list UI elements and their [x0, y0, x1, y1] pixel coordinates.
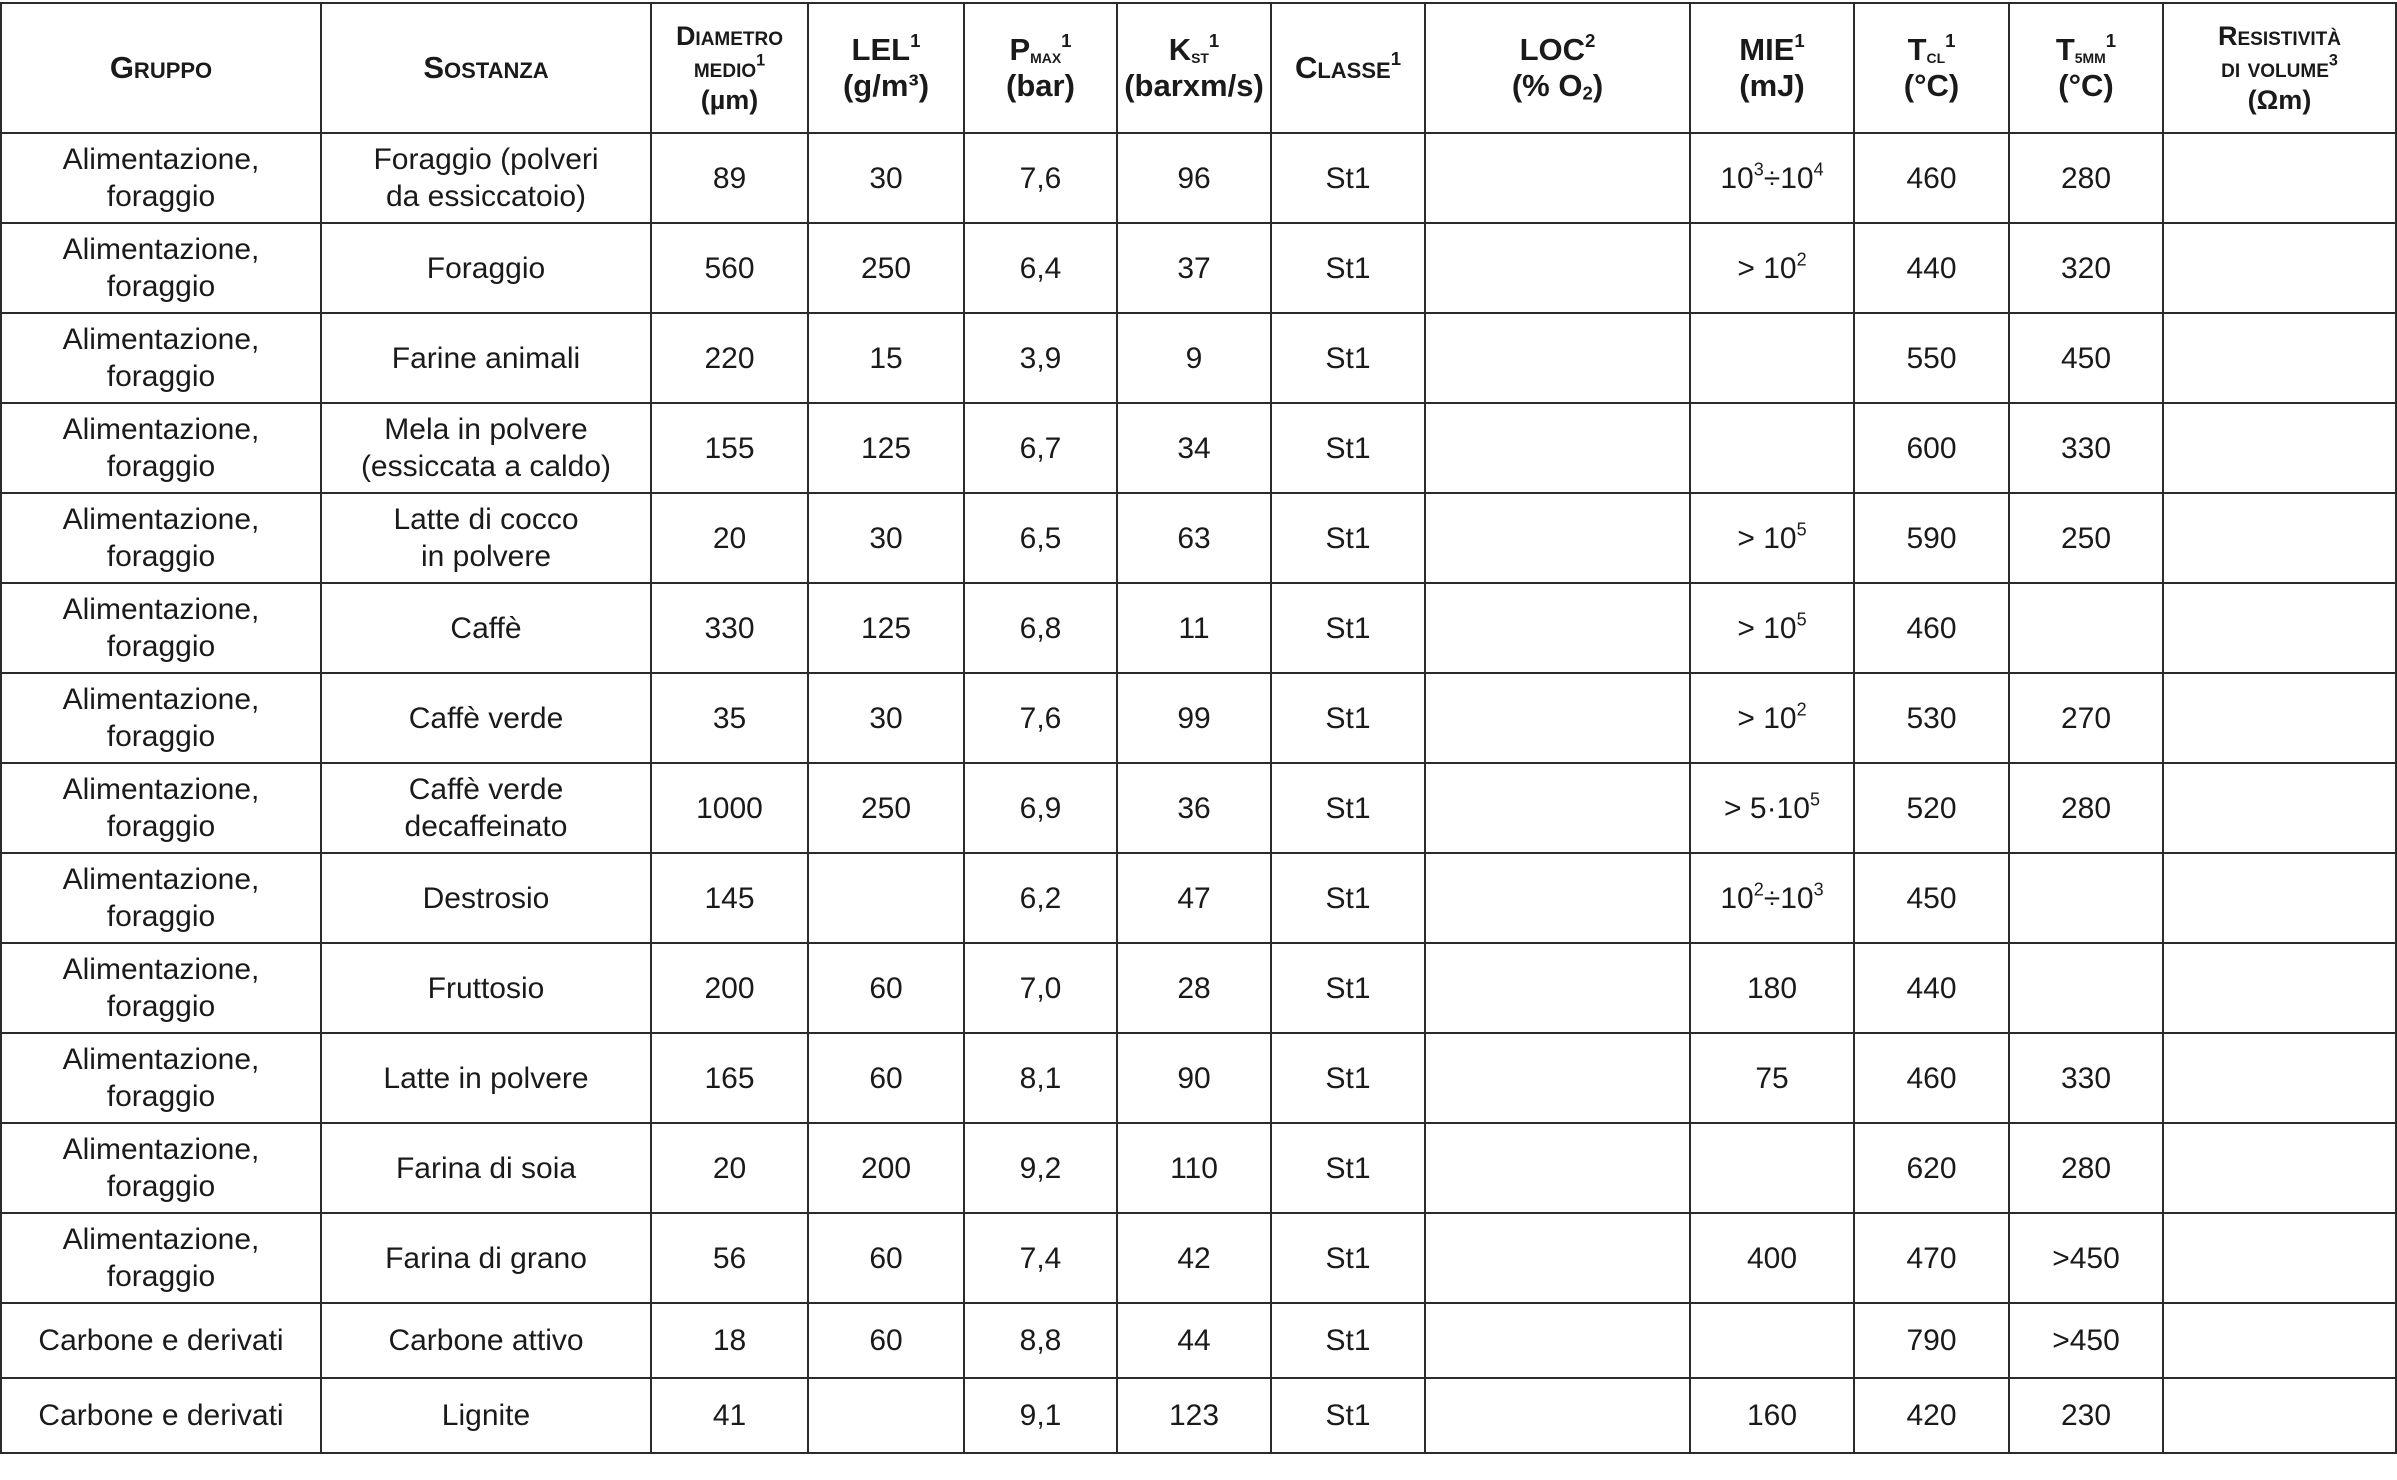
- table-row: [1, 313, 2396, 403]
- cell-tcl: 530: [1854, 673, 2009, 763]
- cell-resistivita: [2163, 1123, 2396, 1213]
- cell-lel: 250: [808, 763, 964, 853]
- cell-loc: [1425, 1378, 1690, 1453]
- cell-pmax: 3,9: [964, 313, 1117, 403]
- cell-sostanza: Carbone attivo: [321, 1303, 651, 1378]
- cell-tcl: 440: [1854, 223, 2009, 313]
- cell-resistivita: [2163, 763, 2396, 853]
- cell-tcl: 790: [1854, 1303, 2009, 1378]
- cell-tcl: 600: [1854, 403, 2009, 493]
- cell-loc: [1425, 853, 1690, 943]
- cell-resistivita: [2163, 493, 2396, 583]
- cell-mie: [1690, 1123, 1854, 1213]
- cell-loc: [1425, 313, 1690, 403]
- cell-pmax: 7,6: [964, 673, 1117, 763]
- cell-classe: St1: [1271, 133, 1425, 223]
- cell-loc: [1425, 583, 1690, 673]
- cell-lel: 30: [808, 493, 964, 583]
- cell-loc: [1425, 763, 1690, 853]
- cell-diametro: 220: [651, 313, 808, 403]
- cell-loc: [1425, 403, 1690, 493]
- cell-kst: 96: [1117, 133, 1271, 223]
- cell-resistivita: [2163, 133, 2396, 223]
- header-row: [1, 3, 2396, 133]
- cell-t5mm: 330: [2009, 403, 2163, 493]
- cell-loc: [1425, 673, 1690, 763]
- cell-pmax: 8,8: [964, 1303, 1117, 1378]
- cell-classe: St1: [1271, 223, 1425, 313]
- cell-tcl: 450: [1854, 853, 2009, 943]
- cell-lel: 60: [808, 1303, 964, 1378]
- cell-tcl: 470: [1854, 1213, 2009, 1303]
- cell-classe: St1: [1271, 763, 1425, 853]
- cell-loc: [1425, 133, 1690, 223]
- cell-loc: [1425, 1033, 1690, 1123]
- cell-diametro: 56: [651, 1213, 808, 1303]
- cell-lel: 125: [808, 583, 964, 673]
- cell-kst: 11: [1117, 583, 1271, 673]
- cell-kst: 42: [1117, 1213, 1271, 1303]
- table-row: [1, 403, 2396, 493]
- cell-diametro: 200: [651, 943, 808, 1033]
- table-row: [1, 493, 2396, 583]
- cell-kst: 123: [1117, 1378, 1271, 1453]
- cell-gruppo: Alimentazione, foraggio: [1, 1213, 321, 1303]
- cell-lel: 15: [808, 313, 964, 403]
- table-row: [1, 1033, 2396, 1123]
- cell-kst: 37: [1117, 223, 1271, 313]
- cell-kst: 28: [1117, 943, 1271, 1033]
- cell-mie: [1690, 403, 1854, 493]
- table-row: [1, 763, 2396, 853]
- cell-resistivita: [2163, 943, 2396, 1033]
- table-row: [1, 583, 2396, 673]
- table-body: [1, 133, 2396, 1453]
- cell-resistivita: [2163, 403, 2396, 493]
- cell-gruppo: Carbone e derivati: [1, 1378, 321, 1453]
- cell-resistivita: [2163, 673, 2396, 763]
- cell-mie: $10^2\div 10^3$: [1690, 853, 1854, 943]
- cell-kst: 99: [1117, 673, 1271, 763]
- cell-resistivita: [2163, 223, 2396, 313]
- cell-classe: St1: [1271, 583, 1425, 673]
- cell-pmax: 7,6: [964, 133, 1117, 223]
- cell-loc: [1425, 493, 1690, 583]
- cell-gruppo: Alimentazione, foraggio: [1, 313, 321, 403]
- cell-diametro: 330: [651, 583, 808, 673]
- cell-gruppo: Alimentazione, foraggio: [1, 133, 321, 223]
- cell-kst: 9: [1117, 313, 1271, 403]
- cell-gruppo: Alimentazione, foraggio: [1, 493, 321, 583]
- cell-sostanza: Lignite: [321, 1378, 651, 1453]
- table-row: [1, 133, 2396, 223]
- cell-diametro: 20: [651, 493, 808, 583]
- cell-t5mm: >450: [2009, 1213, 2163, 1303]
- cell-diametro: 89: [651, 133, 808, 223]
- cell-mie: [1690, 313, 1854, 403]
- cell-kst: 47: [1117, 853, 1271, 943]
- cell-sostanza: Foraggio: [321, 223, 651, 313]
- cell-tcl: 420: [1854, 1378, 2009, 1453]
- cell-sostanza: Farina di grano: [321, 1213, 651, 1303]
- cell-gruppo: Alimentazione, foraggio: [1, 943, 321, 1033]
- cell-loc: [1425, 1123, 1690, 1213]
- cell-lel: 250: [808, 223, 964, 313]
- header-gruppo: Gruppo: [1, 3, 321, 133]
- cell-tcl: 550: [1854, 313, 2009, 403]
- cell-mie: 400: [1690, 1213, 1854, 1303]
- cell-kst: 90: [1117, 1033, 1271, 1123]
- cell-lel: 60: [808, 943, 964, 1033]
- cell-gruppo: Alimentazione, foraggio: [1, 673, 321, 763]
- cell-pmax: 6,5: [964, 493, 1117, 583]
- cell-lel: 60: [808, 1213, 964, 1303]
- cell-gruppo: Alimentazione, foraggio: [1, 403, 321, 493]
- cell-diametro: 41: [651, 1378, 808, 1453]
- cell-mie: 75: [1690, 1033, 1854, 1123]
- cell-lel: 30: [808, 133, 964, 223]
- cell-t5mm: 320: [2009, 223, 2163, 313]
- cell-tcl: 590: [1854, 493, 2009, 583]
- cell-diametro: 1000: [651, 763, 808, 853]
- cell-diametro: 35: [651, 673, 808, 763]
- cell-tcl: 460: [1854, 583, 2009, 673]
- cell-resistivita: [2163, 1303, 2396, 1378]
- table-row: [1, 1213, 2396, 1303]
- cell-classe: St1: [1271, 853, 1425, 943]
- cell-mie: $10^3\div 10^4$: [1690, 133, 1854, 223]
- cell-sostanza: Caffè verde: [321, 673, 651, 763]
- cell-lel: 125: [808, 403, 964, 493]
- cell-sostanza: Destrosio: [321, 853, 651, 943]
- cell-tcl: 520: [1854, 763, 2009, 853]
- cell-resistivita: [2163, 583, 2396, 673]
- cell-pmax: 6,8: [964, 583, 1117, 673]
- cell-sostanza: Mela in polvere (essiccata a caldo): [321, 403, 651, 493]
- cell-pmax: 9,1: [964, 1378, 1117, 1453]
- header-pmax: $P_{MAX}^1$ (bar): [964, 3, 1117, 133]
- cell-t5mm: 280: [2009, 133, 2163, 223]
- cell-classe: St1: [1271, 1033, 1425, 1123]
- cell-diametro: 18: [651, 1303, 808, 1378]
- cell-t5mm: 280: [2009, 1123, 2163, 1213]
- cell-mie: > $10^5$: [1690, 583, 1854, 673]
- cell-t5mm: [2009, 583, 2163, 673]
- header-loc: LOC$^2$ (% $O_2$): [1425, 3, 1690, 133]
- table-row: [1, 1378, 2396, 1453]
- header-tcl: $T_{CL}^1$ (°C): [1854, 3, 2009, 133]
- cell-tcl: 460: [1854, 1033, 2009, 1123]
- cell-gruppo: Alimentazione, foraggio: [1, 1033, 321, 1123]
- cell-sostanza: Latte in polvere: [321, 1033, 651, 1123]
- cell-mie: > $10^2$: [1690, 673, 1854, 763]
- cell-pmax: 7,0: [964, 943, 1117, 1033]
- cell-gruppo: Alimentazione, foraggio: [1, 763, 321, 853]
- cell-diametro: 20: [651, 1123, 808, 1213]
- cell-mie: 160: [1690, 1378, 1854, 1453]
- header-classe: Classe$^1$: [1271, 3, 1425, 133]
- cell-t5mm: 230: [2009, 1378, 2163, 1453]
- cell-resistivita: [2163, 313, 2396, 403]
- cell-resistivita: [2163, 1033, 2396, 1123]
- cell-t5mm: >450: [2009, 1303, 2163, 1378]
- cell-loc: [1425, 1213, 1690, 1303]
- cell-classe: St1: [1271, 1213, 1425, 1303]
- cell-t5mm: [2009, 853, 2163, 943]
- header-diametro-medio: Diametro medio$^1$ (µm): [651, 3, 808, 133]
- cell-sostanza: Foraggio (polveri da essiccatoio): [321, 133, 651, 223]
- cell-gruppo: Alimentazione, foraggio: [1, 1123, 321, 1213]
- cell-gruppo: Alimentazione, foraggio: [1, 583, 321, 673]
- cell-t5mm: 270: [2009, 673, 2163, 763]
- cell-t5mm: 280: [2009, 763, 2163, 853]
- cell-tcl: 620: [1854, 1123, 2009, 1213]
- cell-classe: St1: [1271, 943, 1425, 1033]
- cell-kst: 44: [1117, 1303, 1271, 1378]
- header-kst: $K_{ST}^1$ (barxm/s): [1117, 3, 1271, 133]
- cell-t5mm: 450: [2009, 313, 2163, 403]
- cell-pmax: 6,2: [964, 853, 1117, 943]
- cell-diametro: 145: [651, 853, 808, 943]
- table-row: [1, 223, 2396, 313]
- cell-pmax: 9,2: [964, 1123, 1117, 1213]
- table-row: [1, 673, 2396, 763]
- cell-sostanza: Fruttosio: [321, 943, 651, 1033]
- header-mie: MIE$^1$ (mJ): [1690, 3, 1854, 133]
- cell-classe: St1: [1271, 1378, 1425, 1453]
- cell-pmax: 6,9: [964, 763, 1117, 853]
- header-sostanza: Sostanza: [321, 3, 651, 133]
- cell-gruppo: Alimentazione, foraggio: [1, 853, 321, 943]
- cell-classe: St1: [1271, 1123, 1425, 1213]
- cell-sostanza: Farina di soia: [321, 1123, 651, 1213]
- cell-lel: [808, 853, 964, 943]
- cell-loc: [1425, 1303, 1690, 1378]
- cell-kst: 34: [1117, 403, 1271, 493]
- cell-resistivita: [2163, 853, 2396, 943]
- cell-classe: St1: [1271, 403, 1425, 493]
- cell-t5mm: 250: [2009, 493, 2163, 583]
- cell-tcl: 440: [1854, 943, 2009, 1033]
- cell-lel: 30: [808, 673, 964, 763]
- cell-kst: 110: [1117, 1123, 1271, 1213]
- table-row: [1, 1123, 2396, 1213]
- cell-sostanza: Farine animali: [321, 313, 651, 403]
- cell-gruppo: Carbone e derivati: [1, 1303, 321, 1378]
- cell-diametro: 165: [651, 1033, 808, 1123]
- cell-t5mm: 330: [2009, 1033, 2163, 1123]
- cell-tcl: 460: [1854, 133, 2009, 223]
- cell-sostanza: Caffè verde decaffeinato: [321, 763, 651, 853]
- cell-classe: St1: [1271, 1303, 1425, 1378]
- cell-kst: 36: [1117, 763, 1271, 853]
- cell-lel: [808, 1378, 964, 1453]
- cell-lel: 200: [808, 1123, 964, 1213]
- cell-loc: [1425, 943, 1690, 1033]
- table-row: [1, 943, 2396, 1033]
- cell-resistivita: [2163, 1378, 2396, 1453]
- cell-pmax: 6,4: [964, 223, 1117, 313]
- cell-mie: > $5\cdot 10^5$: [1690, 763, 1854, 853]
- cell-kst: 63: [1117, 493, 1271, 583]
- cell-classe: St1: [1271, 313, 1425, 403]
- cell-diametro: 155: [651, 403, 808, 493]
- cell-sostanza: Latte di cocco in polvere: [321, 493, 651, 583]
- header-t5mm: $T_{5MM}^1$ (°C): [2009, 3, 2163, 133]
- cell-mie: 180: [1690, 943, 1854, 1033]
- table-row: [1, 1303, 2396, 1378]
- cell-classe: St1: [1271, 673, 1425, 763]
- cell-pmax: 7,4: [964, 1213, 1117, 1303]
- cell-mie: > $10^2$: [1690, 223, 1854, 313]
- header-lel: LEL$^1$ (g/m³): [808, 3, 964, 133]
- cell-diametro: 560: [651, 223, 808, 313]
- table-row: [1, 853, 2396, 943]
- cell-resistivita: [2163, 1213, 2396, 1303]
- cell-mie: [1690, 1303, 1854, 1378]
- cell-pmax: 6,7: [964, 403, 1117, 493]
- cell-lel: 60: [808, 1033, 964, 1123]
- cell-classe: St1: [1271, 493, 1425, 583]
- cell-pmax: 8,1: [964, 1033, 1117, 1123]
- cell-loc: [1425, 223, 1690, 313]
- cell-mie: > $10^5$: [1690, 493, 1854, 583]
- cell-sostanza: Caffè: [321, 583, 651, 673]
- cell-t5mm: [2009, 943, 2163, 1033]
- dust-properties-table: [0, 2, 2397, 1454]
- header-resistivita: Resistività di volume$^3$ (Ωm): [2163, 3, 2396, 133]
- cell-gruppo: Alimentazione, foraggio: [1, 223, 321, 313]
